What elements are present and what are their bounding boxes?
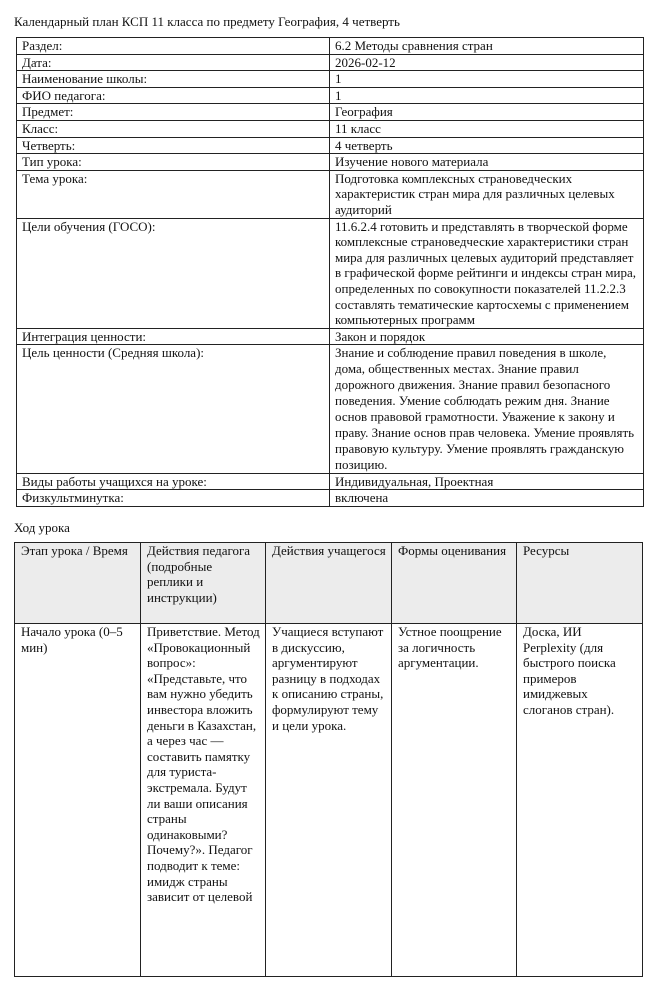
- cell-stage: Начало урока (0–5 мин): [15, 624, 141, 977]
- info-value: 11.6.2.4 готовить и представлять в творческой форме комплексные страноведческие характеристики стран мира для различных целевых аудиторий представляет в графической форме рейтинги и индексы стран мира, определенных по совокупности показателей 11.2.2.3 составлять тематические картосхемы с применением компьютерных программ: [330, 218, 644, 328]
- info-value: Подготовка комплексных страноведческих характеристик стран мира для различных целевых аудиторий: [330, 170, 644, 218]
- document-title: Календарный план КСП 11 класса по предмету География, 4 четверть: [14, 14, 400, 29]
- info-value: 4 четверть: [330, 137, 644, 154]
- header-stage: Этап урока / Время: [15, 543, 141, 624]
- lesson-info-table: [16, 37, 644, 507]
- info-value: География: [330, 104, 644, 121]
- info-value: Знание и соблюдение правил поведения в школе, дома, общественных местах. Знание правил дорожного движения. Знание правил безопасного поведения. Умение соблюдать режим дня. Знание основ правовой грамотности. Уважение к закону и праву. Знание основ прав человека. Умение проявлять правовую культуру. Умение проявлять гражданскую позицию.: [330, 345, 644, 473]
- cell-teacher-actions: Приветствие. Метод «Провокационный вопрос»: «Представьте, что вам нужно убедить инвестора вложить деньги в Казахстан, а через час — составить памятку для туриста-экстремала. Будут ли ваши описания страны одинаковыми? Почему?». Педагог подводит к теме: имидж страны зависит от целевой: [141, 624, 266, 977]
- info-row-physical-break: [17, 490, 644, 507]
- header-student-actions: Действия учащегося: [266, 543, 392, 624]
- info-row-value-integration: [17, 328, 644, 345]
- cell-assessment: Устное поощрение за логичность аргументации.: [392, 624, 517, 977]
- info-row-school: [17, 71, 644, 88]
- info-row-work-types: [17, 473, 644, 490]
- cell-resources: Доска, ИИ Perplexity (для быстрого поиска примеров имиджевых слоганов стран).: [517, 624, 643, 977]
- info-value: 11 класс: [330, 120, 644, 137]
- info-value: Закон и порядок: [330, 328, 644, 345]
- info-label: Класс:: [17, 120, 330, 137]
- table-row: [15, 624, 643, 977]
- info-label: Раздел:: [17, 38, 330, 55]
- info-label: Цель ценности (Средняя школа):: [17, 345, 330, 473]
- info-row-section: [17, 38, 644, 55]
- info-label: Физкультминутка:: [17, 490, 330, 507]
- info-row-quarter: [17, 137, 644, 154]
- info-label: Дата:: [17, 54, 330, 71]
- info-value: 6.2 Методы сравнения стран: [330, 38, 644, 55]
- info-label: Предмет:: [17, 104, 330, 121]
- info-row-teacher: [17, 87, 644, 104]
- info-label: Интеграция ценности:: [17, 328, 330, 345]
- header-teacher-actions: Действия педагога (подробные реплики и инструкции): [141, 543, 266, 624]
- info-row-lesson-type: [17, 154, 644, 171]
- info-value: 1: [330, 87, 644, 104]
- info-label: Цели обучения (ГОСО):: [17, 218, 330, 328]
- cell-student-actions: Учащиеся вступают в дискуссию, аргументируют разницу в подходах к описанию страны, формулируют тему и цели урока.: [266, 624, 392, 977]
- info-label: Тип урока:: [17, 154, 330, 171]
- info-value: Индивидуальная, Проектная: [330, 473, 644, 490]
- info-value: Изучение нового материала: [330, 154, 644, 171]
- lesson-plan-table: [14, 542, 643, 977]
- info-row-date: [17, 54, 644, 71]
- info-label: Тема урока:: [17, 170, 330, 218]
- plan-header-row: [15, 543, 643, 624]
- info-label: ФИО педагога:: [17, 87, 330, 104]
- info-row-learning-goals: [17, 218, 644, 328]
- info-row-topic: [17, 170, 644, 218]
- info-value: включена: [330, 490, 644, 507]
- lesson-flow-heading: Ход урока: [14, 520, 70, 535]
- info-row-subject: [17, 104, 644, 121]
- info-row-grade: [17, 120, 644, 137]
- info-row-value-goal: [17, 345, 644, 473]
- info-label: Виды работы учащихся на уроке:: [17, 473, 330, 490]
- header-assessment: Формы оценивания: [392, 543, 517, 624]
- info-value: 2026-02-12: [330, 54, 644, 71]
- info-label: Наименование школы:: [17, 71, 330, 88]
- info-value: 1: [330, 71, 644, 88]
- header-resources: Ресурсы: [517, 543, 643, 624]
- info-label: Четверть:: [17, 137, 330, 154]
